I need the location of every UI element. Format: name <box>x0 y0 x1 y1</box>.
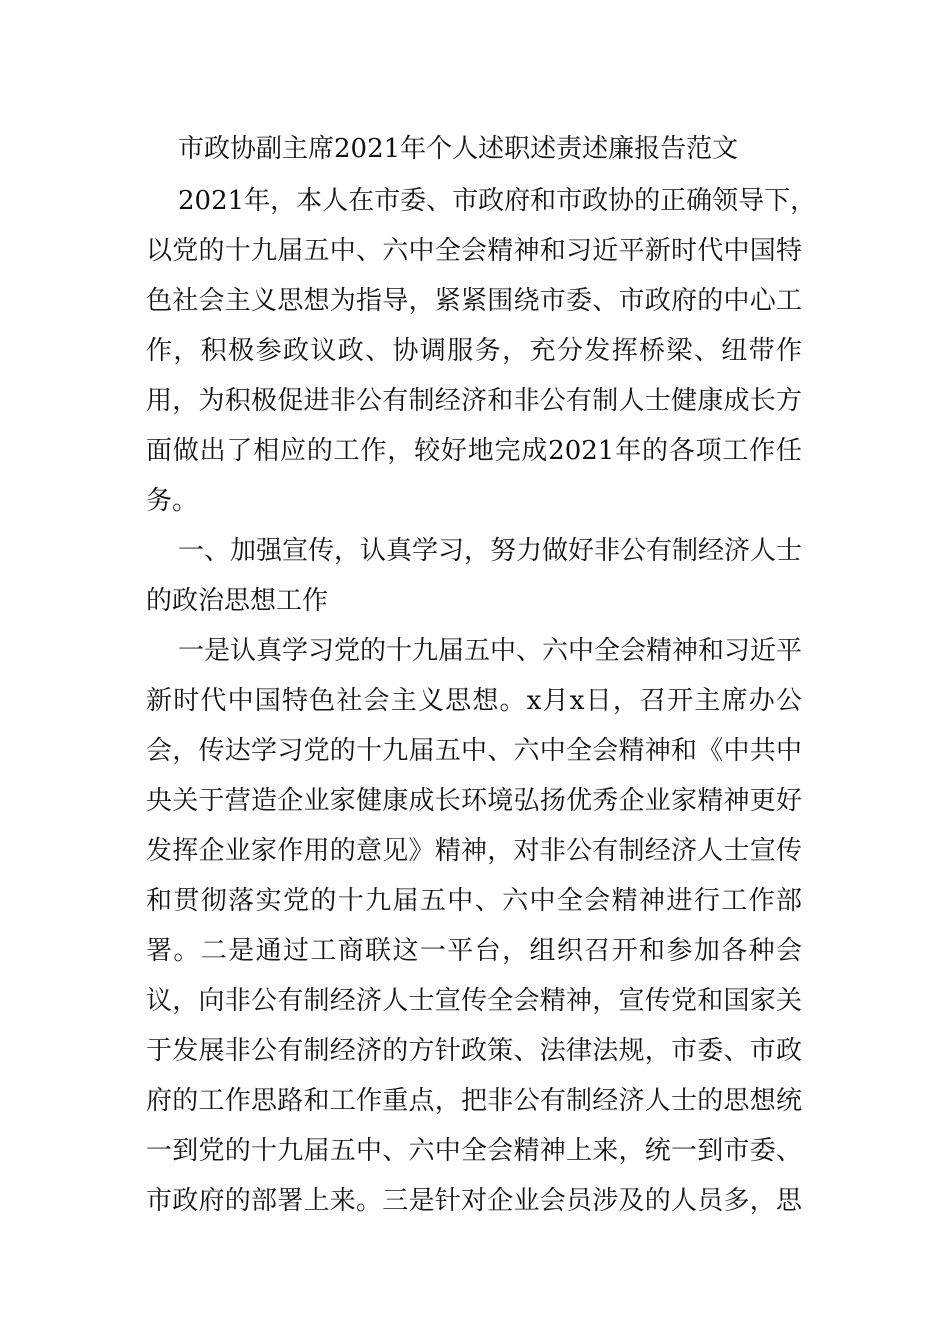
text-line: 务。 <box>146 486 199 516</box>
text-line: 一是认真学习党的十九届五中、六中全会精神和习近平 <box>178 636 803 666</box>
text-line: 面做出了相应的工作，较好地完成2021年的各项工作任 <box>146 436 802 466</box>
document-title: 市政协副主席2021年个人述职述责述廉报告范文 <box>178 134 739 164</box>
text-line: 色社会主义思想为指导，紧紧围绕市委、市政府的中心工 <box>146 286 802 316</box>
text-line: 一到党的十九届五中、六中全会精神上来，统一到市委、 <box>146 1136 802 1166</box>
text-line: 署。二是通过工商联这一平台，组织召开和参加各种会 <box>146 936 802 966</box>
text-line: 以党的十九届五中、六中全会精神和习近平新时代中国特 <box>146 236 802 266</box>
text-line: 和贯彻落实党的十九届五中、六中全会精神进行工作部 <box>146 886 802 916</box>
text-line: 于发展非公有制经济的方针政策、法律法规，市委、市政 <box>146 1036 802 1066</box>
text-line: 会，传达学习党的十九届五中、六中全会精神和《中共中 <box>146 736 802 766</box>
text-line: 新时代中国特色社会主义思想。x月x日，召开主席办公 <box>146 686 802 716</box>
text-line: 作，积极参政议政、协调服务，充分发挥桥梁、纽带作 <box>146 336 802 366</box>
heading-line: 一、加强宣传，认真学习，努力做好非公有制经济人士 <box>178 536 803 566</box>
text-line: 府的工作思路和工作重点，把非公有制经济人士的思想统 <box>146 1086 802 1116</box>
text-line: 议，向非公有制经济人士宣传全会精神，宣传党和国家关 <box>146 986 802 1016</box>
text-line: 用，为积极促进非公有制经济和非公有制人士健康成长方 <box>146 386 802 416</box>
text-line: 2021年，本人在市委、市政府和市政协的正确领导下， <box>178 186 817 216</box>
heading-line: 的政治思想工作 <box>146 586 329 616</box>
text-line: 市政府的部署上来。三是针对企业会员涉及的人员多，思 <box>146 1186 802 1216</box>
text-line: 央关于营造企业家健康成长环境弘扬优秀企业家精神更好 <box>146 786 802 816</box>
text-line: 发挥企业家作用的意见》精神，对非公有制经济人士宣传 <box>146 836 802 866</box>
